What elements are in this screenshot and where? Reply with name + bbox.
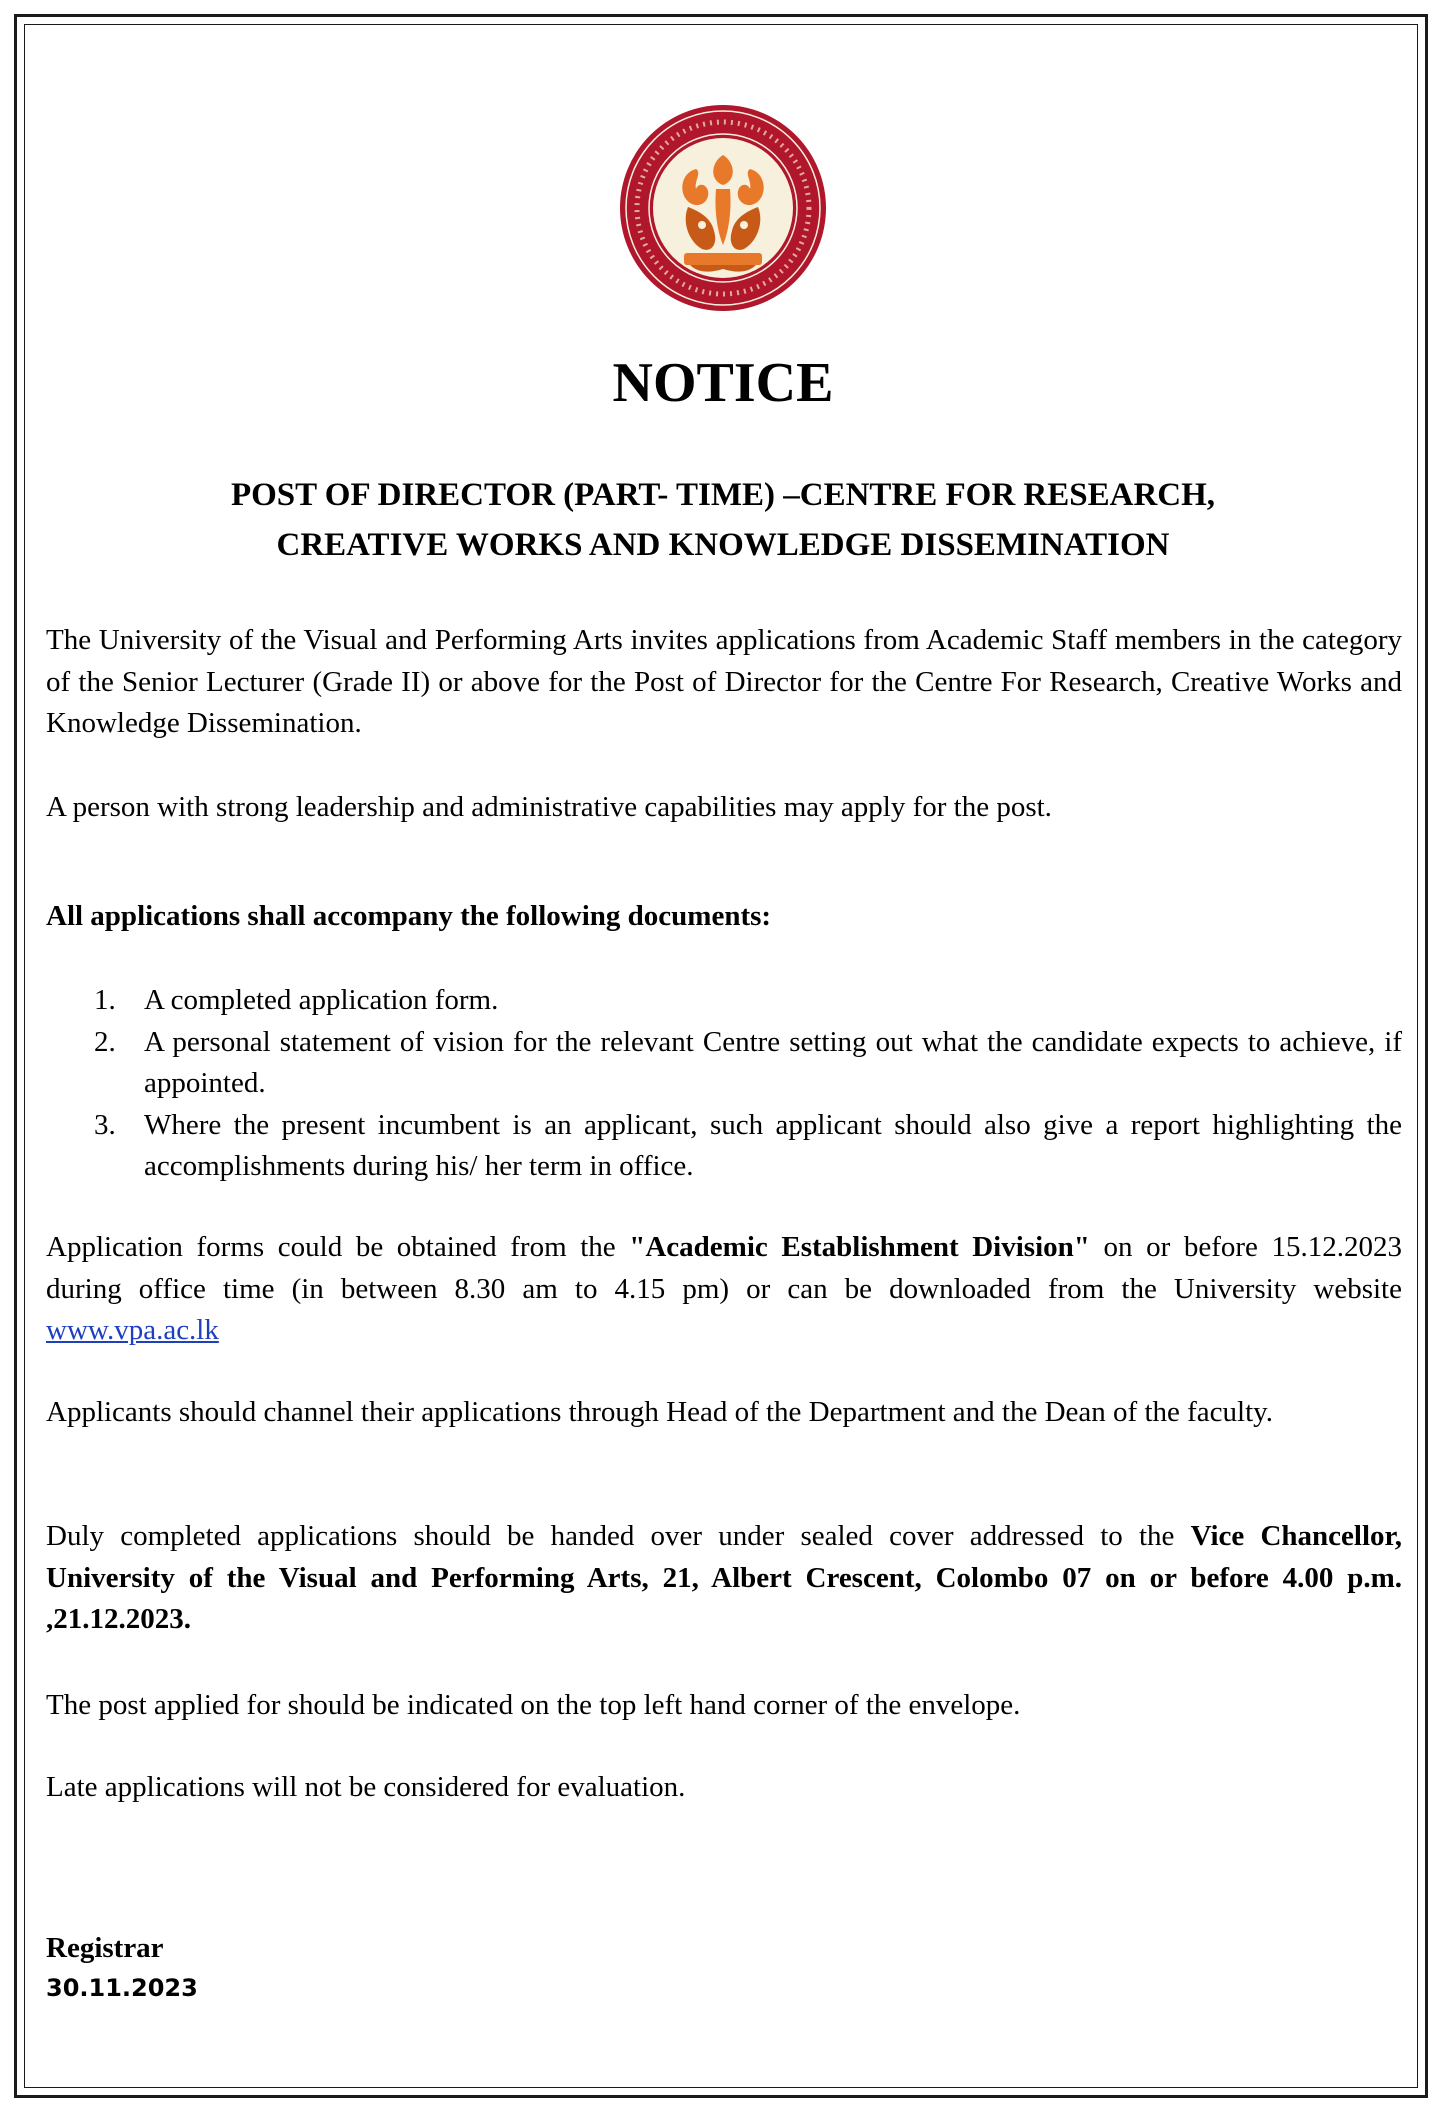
intro-paragraph: The University of the Visual and Performing Arts invites applications from Academic Staff members in the category of the Senior Lecturer (Grade II) or above for the Post of Director for the Centre For Research, Creative Works and Knowledge Dissemination.	[46, 624, 1402, 739]
university-website-link[interactable]: www.vpa.ac.lk	[46, 1314, 219, 1346]
list-item-text: Where the present incumbent is an applicant, such applicant should also give a report highlighting the accomplishments during his/ her term in office.	[144, 1108, 1402, 1182]
submission-text: Duly completed applications should be handed over under sealed cover addressed to the	[46, 1520, 1191, 1552]
list-item-number: 3.	[94, 1108, 116, 1141]
seal-mask-motif	[682, 155, 763, 272]
documents-heading: All applications shall accompany the following documents:	[46, 900, 772, 932]
notice-title: NOTICE	[612, 352, 834, 414]
list-item	[46, 1022, 1402, 1105]
university-seal-logo	[618, 103, 828, 313]
post-heading-line-1: POST OF DIRECTOR (PART- TIME) –CENTRE FOR RESEARCH,	[230, 477, 1216, 513]
list-item	[46, 980, 1402, 1022]
capabilities-paragraph: A person with strong leadership and administrative capabilities may apply for the post.	[46, 791, 1052, 823]
academic-establishment-division: "Academic Establishment Division"	[629, 1231, 1090, 1263]
list-item-text: A personal statement of vision for the relevant Centre setting out what the candidate expects to achieve, if appointed.	[144, 1025, 1402, 1099]
forms-text-middle: on or before 15.12.2023 during office time (in between 8.30 am to 4.15 pm) or can be downloaded from the University website	[46, 1231, 1403, 1305]
submission-address-deadline: Vice Chancellor, University of the Visual and Performing Arts, 21, Albert Crescent, Colombo 07 on or before 4.00 p.m. ,21.12.2023.	[46, 1520, 1403, 1635]
signature-date: 30.11.2023	[46, 1974, 198, 2002]
post-heading	[80, 470, 1366, 570]
documents-list	[46, 980, 1402, 1188]
envelope-paragraph: The post applied for should be indicated on the top left hand corner of the envelope.	[46, 1689, 1021, 1721]
late-applications-paragraph: Late applications will not be considered for evaluation.	[46, 1771, 686, 1803]
signatory-title: Registrar	[46, 1932, 164, 1964]
channel-paragraph: Applicants should channel their applications through Head of the Department and the Dean of the faculty.	[46, 1396, 1274, 1428]
post-heading-line-2: CREATIVE WORKS AND KNOWLEDGE DISSEMINATION	[276, 527, 1170, 563]
list-item-number: 2.	[94, 1025, 116, 1058]
application-forms-paragraph	[46, 1227, 1402, 1352]
list-item	[46, 1105, 1402, 1188]
list-item-number: 1.	[94, 984, 116, 1016]
list-item-text: A completed application form.	[144, 984, 499, 1016]
submission-paragraph	[46, 1516, 1402, 1641]
forms-text-start: Application forms could be obtained from the	[46, 1231, 630, 1263]
